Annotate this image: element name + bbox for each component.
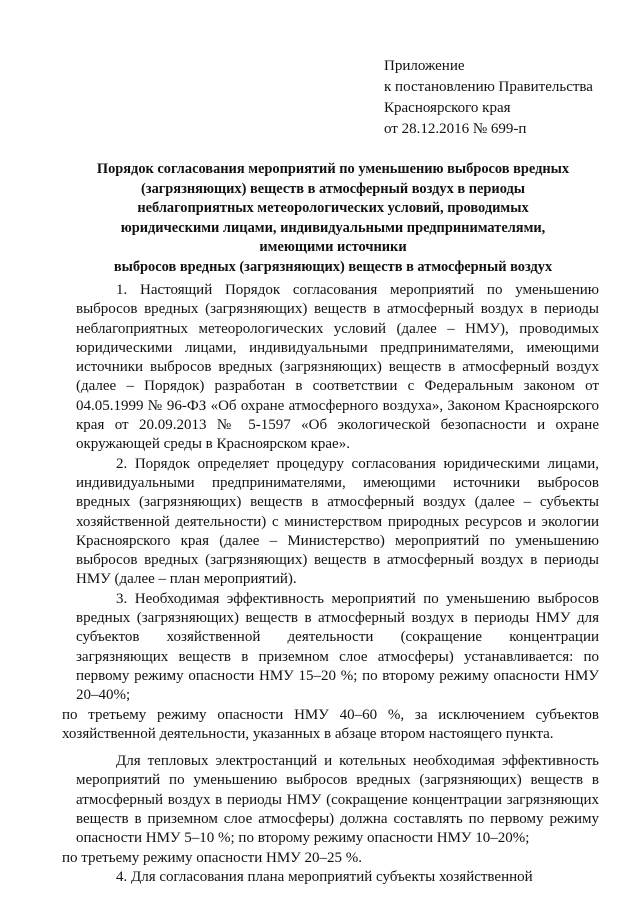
document-body: [62, 281, 599, 887]
paragraph-1: 1. Настоящий Порядок согласования мероприятий по уменьшению выбросов вредных (загрязняющих) веществ в атмосферный воздух в периоды неблагоприятных метеорологических условий (далее – НМУ), проводимых юридическими лицами, индивидуальными предпринимателями, имеющими источники выбросов вредных (загрязняющих) веществ в атмосферный воздух (далее – Порядок) разработан в соответствии с Федеральным законом от 04.05.1999 № 96-ФЗ «Об охране атмосферного воздуха», Законом Красноярского края от 20.09.2013 № 5-1597 «Об экологической безопасности и охране окружающей среды в Красноярском крае».: [76, 282, 599, 453]
title-line-1: Порядок согласования мероприятий по уменьшению выбросов вредных: [96, 161, 570, 177]
paragraph-4-continuation: по третьему режиму опасности НМУ 20–25 %.: [62, 849, 363, 866]
appendix-line-1: Приложение: [384, 58, 465, 74]
paragraph-2: 2. Порядок определяет процедуру согласования юридическими лицами, индивидуальными предпринимателями, имеющими источники выбросов вредных (загрязняющих) веществ в атмосферный воздух (далее – субъекты хозяйственной деятельности) с министерством природных ресурсов и экологии Красноярского края (далее – Министерство) мероприятий по уменьшению выбросов вредных (загрязняющих) веществ в атмосферный воздух в периоды НМУ (далее – план мероприятий).: [76, 455, 599, 588]
title-line-5: имеющими источники: [259, 239, 407, 256]
appendix-line-3: Красноярского края: [384, 100, 511, 116]
paragraph-5: 4. Для согласования плана мероприятий субъекты хозяйственной: [116, 868, 533, 885]
document-title: [60, 160, 606, 278]
title-line-4: юридическими лицами, индивидуальными предпринимателями,: [120, 219, 546, 236]
title-line-2: (загрязняющих) веществ в атмосферный воздух в периоды: [141, 180, 525, 197]
paragraph-3-continuation: по третьему режиму опасности НМУ 40–60 %, за исключением субъектов хозяйственной деятельности, указанных в абзаце втором настоящего пункта.: [62, 706, 599, 742]
title-line-3: неблагоприятных метеорологических условий, проводимых: [137, 200, 529, 217]
title-line-6: выбросов вредных (загрязняющих) веществ в атмосферный воздух: [113, 258, 553, 275]
appendix-header: [384, 56, 634, 140]
appendix-line-4: от 28.12.2016 № 699-п: [384, 121, 527, 137]
appendix-line-2: к постановлению Правительства: [384, 79, 593, 95]
paragraph-3: 3. Необходимая эффективность мероприятий по уменьшению выбросов вредных (загрязняющих) веществ в атмосферный воздух в периоды НМУ для субъектов хозяйственной деятельности (сокращение концентрации загрязняющих веществ в приземном слое атмосферы) устанавливается: по первому режиму опасности НМУ 15–20 %; по второму режиму опасности НМУ 20–40%;: [76, 590, 599, 704]
paragraph-4: Для тепловых электростанций и котельных необходимая эффективность мероприятий по уменьшению выбросов вредных (загрязняющих) веществ в атмосферный воздух в периоды НМУ (сокращение концентрации загрязняющих веществ в приземном слое атмосферы) должна составлять по первому режиму опасности НМУ 5–10 %; по второму режиму опасности НМУ 10–20%;: [76, 753, 599, 847]
